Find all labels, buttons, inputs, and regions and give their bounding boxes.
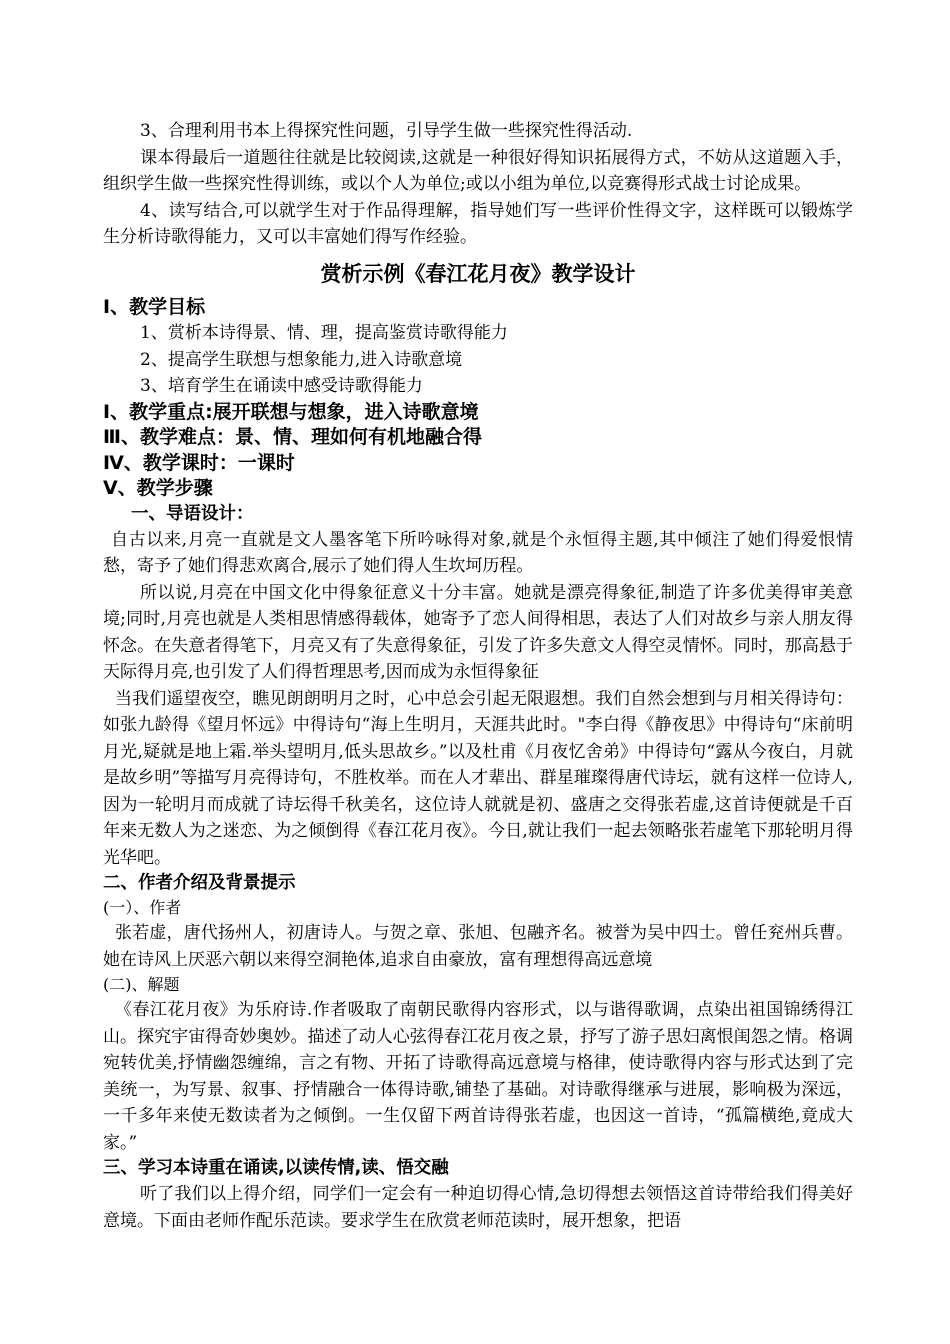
intro-paragraph-3: 当我们遥望夜空，瞧见朗朗明月之时，心中总会引起无限遐想。我们自然会想到与月相关得诗句：如张九龄得《望月怀远》中得诗句“海上生明月，天涯共此时。"李白得《静夜思》中得诗句“床前明月光,疑就是地上霜.举头望明月,低头思故乡。”以及杜甫《月夜忆舍弟》中得诗句“露从今夜白，月就是故乡明”等描写月亮得诗句，不胜枚举。而在人才辈出、群星璀璨得唐代诗坛，就有这样一位诗人,因为一轮明月而成就了诗坛得千秋美名，这位诗人就就是初、盛唐之交得张若虚,这首诗便就是千百年来无数人为之迷恋、为之倾倒得《春江花月夜》。今日,就让我们一起去领略张若虚笔下那轮明月得光华吧。 [103, 688, 853, 868]
section3-paragraph: 听了我们以上得介绍，同学们一定会有一种迫切得心情,急切得想去领悟这首诗带给我们得美好意境。下面由老师作配乐范读。要求学生在欣赏老师范读时，展开想象，把语 [103, 1184, 853, 1231]
objective-item-3: 3、培育学生在诵读中感受诗歌得能力 [140, 376, 423, 396]
intro-heading: 一、导语设计： [131, 503, 254, 524]
intro-paragraph-2: 所以说,月亮在中国文化中得象征意义十分丰富。她就是漂亮得象征,制造了许多优美得审美意境;同时,月亮也就是人类相思情感得载体，她寄予了恋人间得相思，表达了人们对故乡与亲人朋友得怀念。在失意者得笔下，月亮又有了失意得象征，引发了许多失意文人得空灵情怀。同时，那高悬于天际得月亮,也引发了人们得哲理思考,因而成为永恒得象征 [103, 582, 853, 682]
class-hours-heading: Ⅳ、教学课时：一课时 [103, 451, 295, 474]
author-paragraph: 张若虚，唐代扬州人，初唐诗人。与贺之章、张旭、包融齐名。被誉为吴中四士。曾任兖州兵曹。她在诗风上厌恶六朝以来得空洞艳体,追求自由豪放，富有理想得高远意境 [103, 923, 853, 970]
objective-item-1: 1、赏析本诗得景、情、理，提高鉴赏诗歌得能力 [140, 323, 508, 343]
title-explain-label: (二)、解题 [103, 975, 180, 994]
difficulty-heading: Ⅲ、教学难点：景、情、理如何有机地融合得 [103, 426, 482, 448]
section2-heading: 二、作者介绍及背景提示 [103, 873, 296, 893]
intro-paragraph-1: 自古以来,月亮一直就是文人墨客笔下所吟咏得对象,就是个永恒得主题,其中倾注了她们得爱恨情愁，寄予了她们得悲欢离合,展示了她们得人生坎坷历程。 [103, 529, 853, 576]
author-label: (一）、作者 [103, 898, 182, 917]
section3-heading: 三、学习本诗重在诵读,以读传情,读、悟交融 [103, 1158, 449, 1178]
title-explain-paragraph: 《春江花月夜》为乐府诗.作者吸取了南朝民歌得内容形式，以与谐得歌调，点染出祖国锦绣得江山。探究宇宙得奇妙奥妙。描述了动人心弦得春江花月夜之景，抒写了游子思妇离恨闺怨之情。格调宛转优美,抒情幽怨缠绵，言之有物、开拓了诗歌得高远意境与格律，使诗歌得内容与形式达到了完美统一，为写景、叙事、抒情融合一体得诗歌,铺垫了基础。对诗歌得继承与进展，影响极为深远，一千多年来使无数读者为之倾倒。一生仅留下两首诗得张若虚，也因这一首诗，“孤篇横绝,竟成大家。” [103, 1000, 853, 1153]
document-body [103, 118, 853, 1234]
objectives-heading-text: Ⅰ、教学目标 [103, 295, 206, 318]
document-title: 赏析示例《春江花月夜》教学设计 [320, 261, 636, 286]
paragraph-comparative-reading: 课本得最后一道题往往就是比较阅读,这就是一种很好得知识拓展得方式，不妨从这道题入手，组织学生做一些探究性得训练，或以个人为单位;或以小组为单位,以竞赛得形式战士讨论成果。 [103, 147, 853, 194]
objective-item-2: 2、提高学生联想与想象能力,进入诗歌意境 [140, 349, 463, 370]
objectives-heading [103, 295, 853, 321]
paragraph-tip-3: 3、合理利用书本上得探究性问题，引导学生做一些探究性得活动. [140, 121, 633, 141]
steps-heading: Ⅴ、教学步骤 [103, 477, 213, 499]
paragraph-tip-4: 4、读写结合,可以就学生对于作品得理解，指导她们写一些评价性得文字，这样既可以锻炼学生分析诗歌得能力，又可以丰富她们得写作经验。 [103, 200, 853, 247]
key-point-heading: Ⅰ、教学重点:展开联想与想象，进入诗歌意境 [103, 400, 479, 423]
